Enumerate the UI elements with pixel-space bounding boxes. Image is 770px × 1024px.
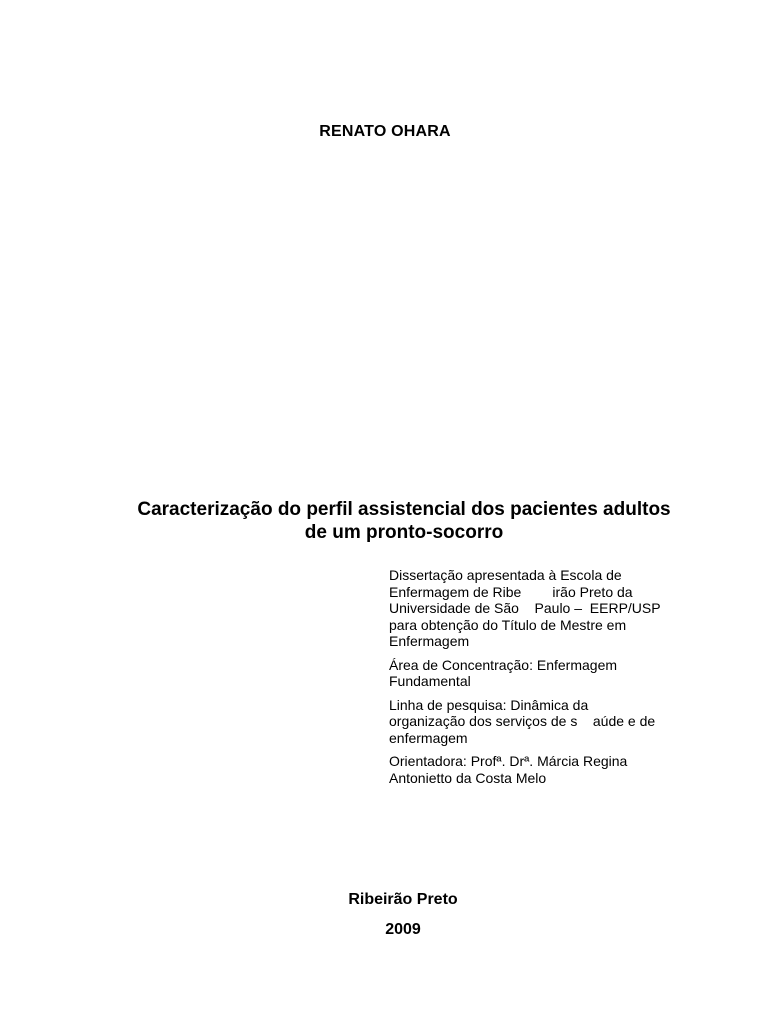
concentration-area — [389, 657, 719, 690]
statement-line: Universidade de São Paulo – EERP/USP — [389, 600, 661, 616]
advisor-line: Antonietto da Costa Melo — [389, 769, 547, 786]
area-line: Área de Concentração: Enfermagem — [389, 656, 618, 673]
title-line-1: Caracterização do perfil assistencial dos pacientes adultos — [137, 499, 671, 520]
dissertation-statement — [389, 567, 719, 650]
research-line-text: organização dos serviços de s aúde e de — [389, 713, 656, 729]
research-line — [389, 697, 719, 747]
dissertation-info-block — [389, 567, 719, 793]
title-line-2: de um pronto-socorro — [304, 522, 504, 543]
statement-line: Enfermagem — [389, 633, 470, 649]
author-name: RENATO OHARA — [319, 123, 451, 140]
advisor-line: Orientadora: Profª. Drª. Márcia Regina — [389, 753, 628, 769]
research-line-text: enfermagem — [389, 729, 468, 746]
statement-line: para obtenção do Título de Mestre em — [389, 616, 627, 633]
statement-line: Enfermagem de Ribe irão Preto da — [389, 583, 633, 600]
year: 2009 — [385, 921, 421, 938]
area-line: Fundamental — [389, 673, 471, 689]
city: Ribeirão Preto — [348, 891, 458, 908]
dissertation-title — [80, 498, 728, 544]
advisor — [389, 753, 719, 786]
research-line-text: Linha de pesquisa: Dinâmica da — [389, 696, 589, 713]
statement-line: Dissertação apresentada à Escola de — [389, 567, 622, 583]
